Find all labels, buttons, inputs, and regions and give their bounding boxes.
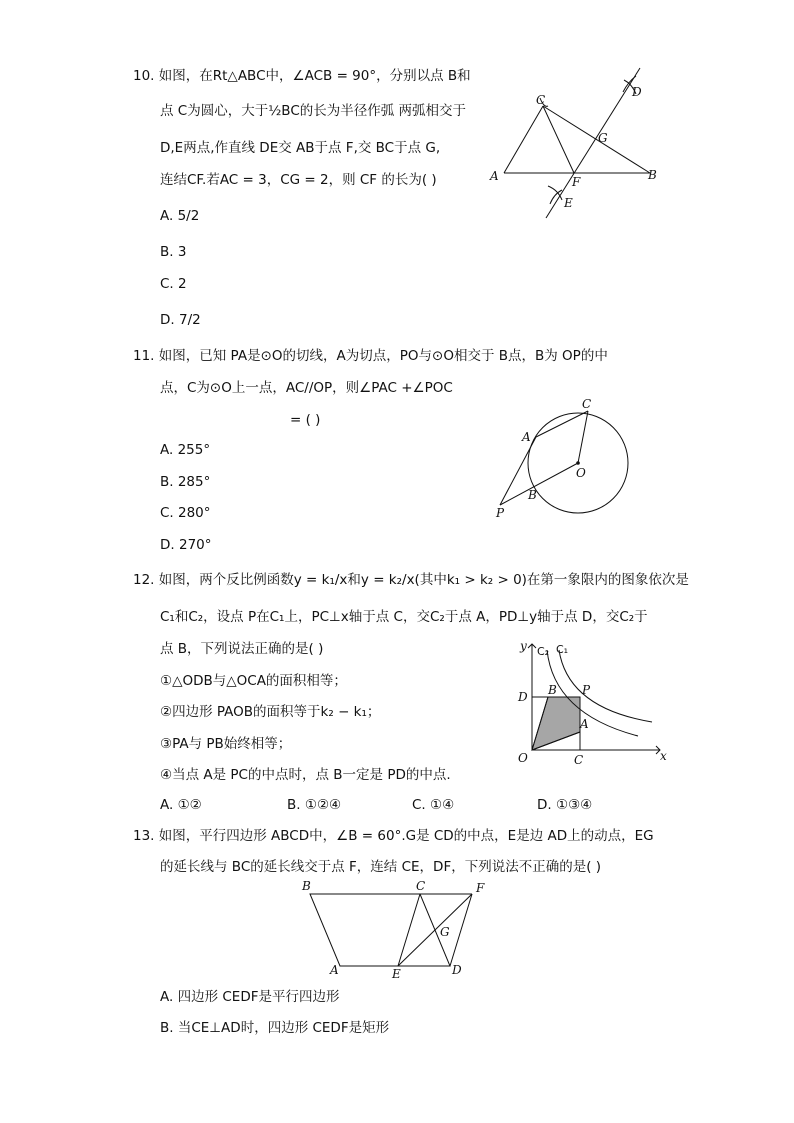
q13-line-1: 13. 如图，平行四边形 ABCD中，∠B = 60°.G是 CD的中点，E是边 AD上的动点，EG <box>133 828 654 844</box>
label-g: G <box>598 131 608 145</box>
q11-figure <box>490 395 640 525</box>
label-e: E <box>564 196 573 210</box>
label-c: C <box>536 93 546 107</box>
q13-line-2: 的延长线与 BC的延长线交于点 F，连结 CE，DF，下列说法不正确的是( ) <box>160 859 602 875</box>
label-d: D <box>452 963 462 977</box>
label-x: x <box>660 749 667 763</box>
q10-option-b: B. 3 <box>160 244 187 260</box>
segment-ac <box>536 411 588 437</box>
label-f: F <box>572 175 581 189</box>
label-p: P <box>582 683 591 697</box>
q12-option-c: C. ①④ <box>412 797 455 813</box>
label-c: C <box>582 397 592 411</box>
q10-option-c: C. 2 <box>160 276 187 292</box>
label-p: P <box>496 506 505 520</box>
segment-oc <box>578 411 588 463</box>
q12-option-a: A. ①② <box>160 797 202 813</box>
q10-line-4: 连结CF.若AC = 3，CG = 2，则 CF 的长为( ) <box>160 172 437 188</box>
q10-option-a: A. 5/2 <box>160 208 200 224</box>
q11-option-a: A. 255° <box>160 442 211 458</box>
q13-figure <box>296 876 496 986</box>
label-o: O <box>576 466 586 480</box>
label-y: y <box>520 639 527 653</box>
label-c2: C₂ <box>537 645 550 658</box>
label-b: B <box>648 168 657 182</box>
label-a: A <box>522 430 531 444</box>
q11-option-c: C. 280° <box>160 505 211 521</box>
label-f: F <box>476 881 485 895</box>
q11-line-2: 点，C为⊙O上一点，AC//OP，则∠PAC +∠POC <box>160 380 453 396</box>
q12-line-3: 点 B，下列说法正确的是( ) <box>160 641 324 657</box>
label-c: C <box>416 879 426 893</box>
q12-statement-1: ①△ODB与△OCA的面积相等； <box>160 673 347 689</box>
label-e: E <box>392 967 401 981</box>
label-b: B <box>548 683 557 697</box>
arc-e <box>548 186 562 200</box>
q12-statement-4: ④当点 A是 PC的中点时，点 B一定是 PD的中点. <box>160 767 451 783</box>
q10-line-1: 10. 如图，在Rt△ABC中，∠ACB = 90°，分别以点 B和 <box>133 68 471 84</box>
q12-line-1: 12. 如图，两个反比例函数y = k₁/x和y = k₂/x(其中k₁ > k₂ > 0)在第一象限内的图象依次是 <box>133 572 689 588</box>
q10-option-d: D. 7/2 <box>160 312 201 328</box>
segment-ac <box>504 106 543 173</box>
label-c: C <box>574 753 584 767</box>
q12-figure <box>510 636 670 771</box>
q13-option-b: B. 当CE⊥AD时，四边形 CEDF是矩形 <box>160 1020 390 1036</box>
label-c1: C₁ <box>556 643 569 656</box>
label-a: A <box>580 717 589 731</box>
q10-figure <box>480 58 670 228</box>
center-dot <box>576 461 580 465</box>
q13-option-a: A. 四边形 CEDF是平行四边形 <box>160 989 340 1005</box>
q10-line-2: 点 C为圆心，大于½BC的长为半径作弧 两弧相交于 <box>160 103 467 119</box>
label-a: A <box>490 169 499 183</box>
q11-option-d: D. 270° <box>160 537 212 553</box>
label-b: B <box>302 879 311 893</box>
label-o: O <box>518 751 528 765</box>
label-b: B <box>528 488 537 502</box>
shaded-quadrilateral-paob <box>532 697 580 750</box>
q11-line-3: = ( ) <box>290 412 321 428</box>
q12-option-d: D. ①③④ <box>537 797 593 813</box>
label-d: D <box>632 85 642 99</box>
q12-statement-2: ②四边形 PAOB的面积等于k₂ − k₁； <box>160 704 381 720</box>
segment-po <box>500 463 578 505</box>
label-a: A <box>330 963 339 977</box>
q12-option-b: B. ①②④ <box>287 797 342 813</box>
q11-line-1: 11. 如图，已知 PA是⊙O的切线，A为切点，PO与⊙O相交于 B点，B为 OP的中 <box>133 348 608 364</box>
label-g: G <box>440 925 450 939</box>
label-d: D <box>518 690 528 704</box>
parallelogram-abcd <box>310 894 450 966</box>
q12-line-2: C₁和C₂，设点 P在C₁上，PC⊥x轴于点 C，交C₂于点 A，PD⊥y轴于点 D，交C₂于 <box>160 609 648 625</box>
q11-option-b: B. 285° <box>160 474 211 490</box>
q10-line-3: D,E两点,作直线 DE交 AB于点 F,交 BC于点 G, <box>160 140 441 156</box>
q12-statement-3: ③PA与 PB始终相等； <box>160 736 292 752</box>
